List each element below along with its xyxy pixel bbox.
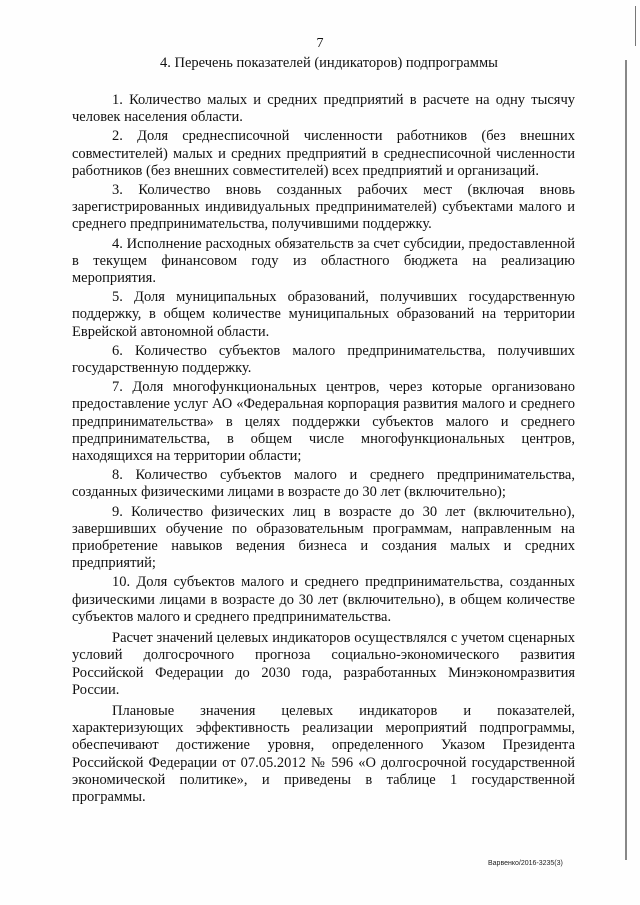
paragraph-planned-values: Плановые значения целевых индикаторов и показателей, характеризующих эффективность реализации мероприятий подпрограммы, обеспечивают достижение уровня, определенного Указом Президента Российской Федерации от 07.05.2012 № 596 «О долгосрочной государственной экономической политике», и приведены в таблице 1 государственной программы. xyxy=(72,702,575,805)
paragraph-6: 6. Количество субъектов малого предпринимательства, получивших государственную поддержку. xyxy=(72,342,575,377)
section-heading: 4. Перечень показателей (индикаторов) подпрограммы xyxy=(160,55,498,71)
paragraph-2: 2. Доля среднесписочной численности работников (без внешних совместителей) малых и средних предприятий в среднесписочной численности работников (без внешних совместителей) всех предприятий и организаций. xyxy=(72,128,575,179)
paragraph-3: 3. Количество вновь созданных рабочих мест (включая вновь зарегистрированных индивидуальных предпринимателей) субъектами малого и среднего предпринимательства, получившими поддержку. xyxy=(72,182,575,233)
paragraph-9: 9. Количество физических лиц в возрасте до 30 лет (включительно), завершивших обучение по образовательным программам, направленным на приобретение навыков ведения бизнеса и создания малых и средних предприятий; xyxy=(72,503,575,572)
page-number: 7 xyxy=(316,36,324,51)
document-body xyxy=(72,92,575,808)
document-footer-code: Варвенко/2016-3235(3) xyxy=(488,860,563,867)
paragraph-4: 4. Исполнение расходных обязательств за счет субсидии, предоставленной в текущем финансовом году из областного бюджета на реализацию мероприятия. xyxy=(72,235,575,287)
paragraph-calculation: Расчет значений целевых индикаторов осуществлялся с учетом сценарных условий долгосрочного прогноза социально-экономического развития Российской Федерации до 2030 года, разработанных Минэкономразвития России. xyxy=(72,630,575,698)
paragraph-10: 10. Доля субъектов малого и среднего предпринимательства, созданных физическими лицами в возрасте до 30 лет (включительно), в общем количестве субъектов малого и среднего предпринимательства. xyxy=(72,574,575,625)
paragraph-1: 1. Количество малых и средних предприятий в расчете на одну тысячу человек населения области. xyxy=(72,92,575,126)
paragraph-7: 7. Доля многофункциональных центров, через которые организовано предоставление услуг АО «Федеральная корпорация развития малого и среднего предпринимательства» в целях поддержки субъектов малого и среднего предпринимательства, в общем числе многофункциональных центров, находящихся на территории области; xyxy=(72,379,575,465)
paragraph-8: 8. Количество субъектов малого и среднего предпринимательства, созданных физическими лицами в возрасте до 30 лет (включительно); xyxy=(72,467,575,501)
scan-margin-line xyxy=(625,60,627,860)
paragraph-5: 5. Доля муниципальных образований, получивших государственную поддержку, в общем количестве муниципальных образований на территории Еврейской автономной области. xyxy=(72,289,575,340)
